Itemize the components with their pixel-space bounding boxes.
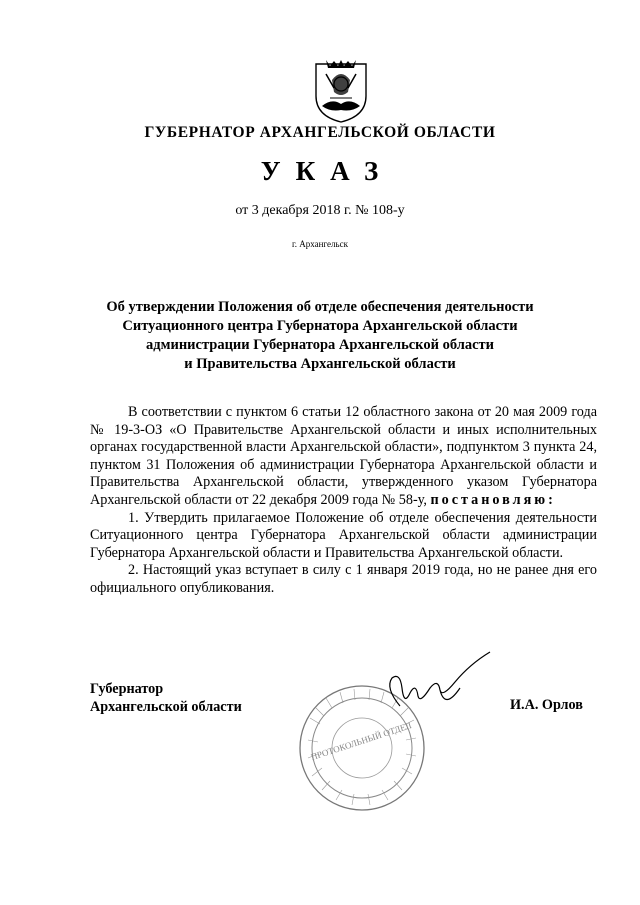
resolution-keyword: постановляю: — [430, 491, 556, 508]
title-line: администрации Губернатора Архангельской области — [146, 337, 494, 353]
stamp-text: ПРОТОКОЛЬНЫЙ ОТДЕЛ — [309, 720, 413, 763]
title-line: Об утверждении Положения об отделе обеспечения деятельности — [106, 299, 534, 315]
official-stamp — [290, 648, 510, 818]
title-line: и Правительства Архангельской области — [184, 356, 456, 372]
position-line: Архангельской области — [90, 699, 242, 715]
preamble-paragraph — [90, 404, 597, 510]
item-paragraph: 2. Настоящий указ вступает в силу с 1 января 2019 года, но не ранее дня его официального опубликования. — [90, 562, 597, 596]
coat-of-arms-icon — [312, 58, 370, 124]
item-paragraph: 1. Утвердить прилагаемое Положение об отделе обеспечения деятельности Ситуационного центра Губернатора Архангельской области администрации Губернатора Архангельской области и Правительства Архангельской области. — [90, 509, 597, 561]
document-city: г. Архангельск — [292, 239, 348, 249]
document-date-number: от 3 декабря 2018 г. № 108-у — [235, 203, 405, 218]
position-line: Губернатор — [90, 681, 164, 697]
issuer-title: ГУБЕРНАТОР АРХАНГЕЛЬСКОЙ ОБЛАСТИ — [144, 124, 496, 141]
preamble-text: В соответствии с пунктом 6 статьи 12 областного закона от 20 мая 2009 года № 19-3-ОЗ «О Правительстве Архангельской области и иных исполнительных органах государственной власти Архангельской области», подпунктом 3 пункта 24, пунктом 31 Положения об администрации Губернатора Архангельской области и Правительства Архангельской области, утвержденного указом Губернатора Архангельской области от 22 декабря 2009 года № 58-у, — [90, 404, 597, 508]
signatory-position — [90, 680, 242, 716]
title-line: Ситуационного центра Губернатора Архангельской области — [122, 318, 518, 334]
document-title — [0, 298, 640, 374]
document-type: УКАЗ — [260, 156, 394, 186]
signatory-name: И.А. Орлов — [510, 697, 583, 713]
document-body — [90, 404, 597, 598]
